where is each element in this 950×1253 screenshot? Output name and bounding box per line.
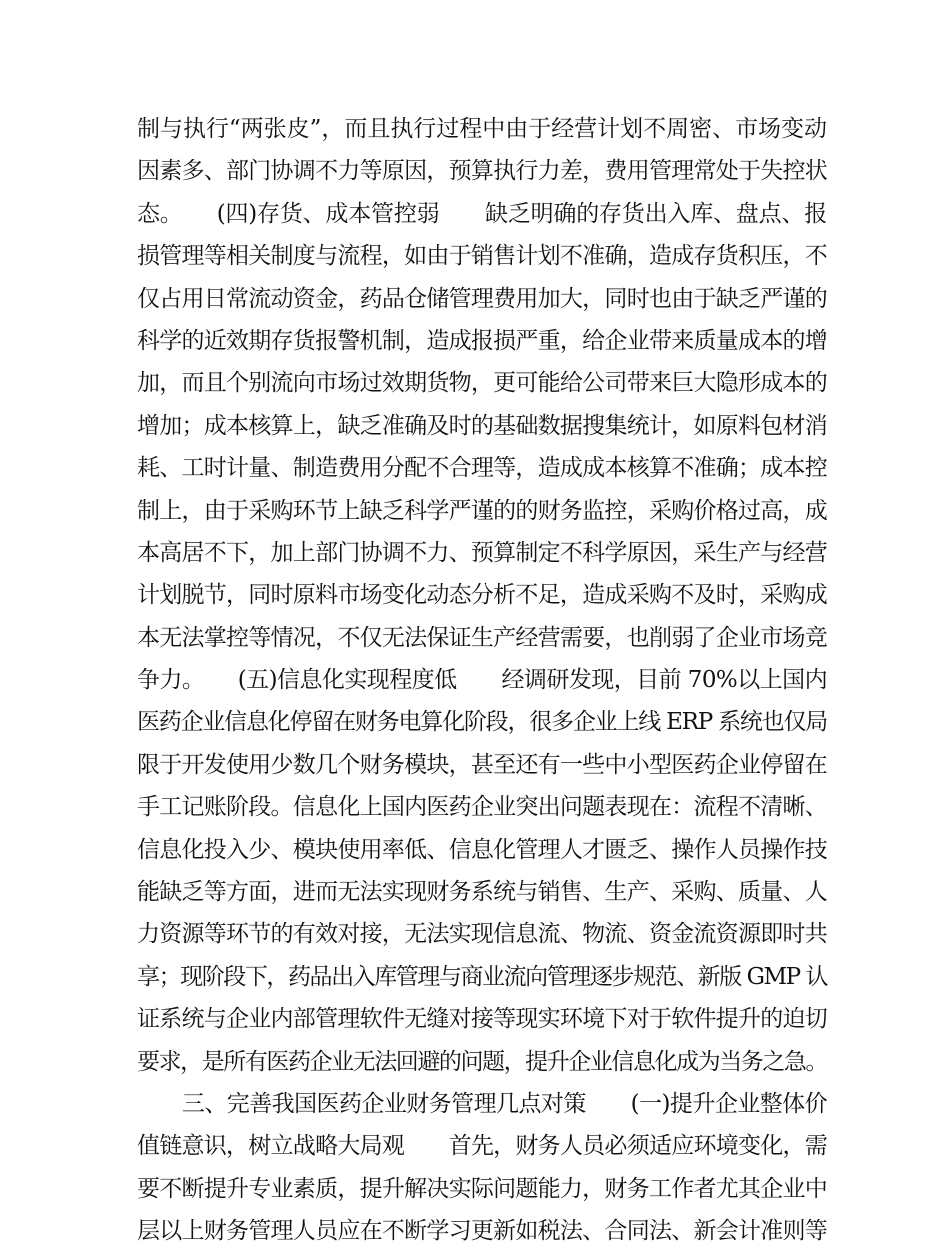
body-text [137, 108, 827, 1253]
text-line: 手工记账阶段。信息化上国内医药企业突出问题表现在：流程不清晰、 [137, 794, 827, 821]
text-line: 要不断提升专业素质，提升解决实际问题能力，财务工作者尤其企业中 [137, 1175, 827, 1202]
text-line: 加，而且个别流向市场过效期货物，更可能给公司带来巨大隐形成本的 [137, 370, 827, 397]
text-line: 制上，由于采购环节上缺乏科学严谨的的财务监控，采购价格过高，成 [137, 497, 827, 524]
text-line: 损管理等相关制度与流程，如由于销售计划不准确，造成存货积压，不 [137, 243, 827, 270]
text-line: 计划脱节，同时原料市场变化动态分析不足，造成采购不及时，采购成 [137, 582, 827, 609]
text-line: 值链意识，树立战略大局观 首先，财务人员必须适应环境变化，需 [137, 1133, 827, 1160]
text-line: 本高居不下，加上部门协调不力、预算制定不科学原因，采生产与经营 [137, 539, 827, 566]
text-line: 仅占用日常流动资金，药品仓储管理费用加大，同时也由于缺乏严谨的 [137, 285, 827, 312]
text-line: 争力。 (五)信息化实现程度低 经调研发现，目前 70%以上国内 [137, 667, 827, 694]
text-line: 本无法掌控等情况，不仅无法保证生产经营需要，也削弱了企业市场竞 [137, 624, 827, 651]
text-line: 增加；成本核算上，缺乏准确及时的基础数据搜集统计，如原料包材消 [137, 412, 827, 439]
text-line: 能缺乏等方面，进而无法实现财务系统与销售、生产、采购、质量、人 [137, 879, 827, 906]
text-line: 制与执行“两张皮”，而且执行过程中由于经营计划不周密、市场变动 [137, 116, 827, 142]
text-line: 三、完善我国医药企业财务管理几点对策 (一)提升企业整体价 [137, 1090, 827, 1117]
text-line: 力资源等环节的有效对接，无法实现信息流、物流、资金流资源即时共 [137, 921, 827, 948]
text-line: 耗、工时计量、制造费用分配不合理等，造成成本核算不准确；成本控 [137, 455, 827, 482]
text-line: 医药企业信息化停留在财务电算化阶段，很多企业上线 ERP 系统也仅局 [137, 709, 827, 736]
text-line: 科学的近效期存货报警机制，造成报损严重，给企业带来质量成本的增 [137, 327, 827, 354]
text-line: 证系统与企业内部管理软件无缝对接等现实环境下对于软件提升的迫切 [137, 1006, 827, 1033]
text-line: 信息化投入少、模块使用率低、信息化管理人才匮乏、操作人员操作技 [137, 836, 827, 863]
text-line: 态。 (四)存货、成本管控弱 缺乏明确的存货出入库、盘点、报 [137, 200, 827, 227]
text-line: 要求，是所有医药企业无法回避的问题，提升企业信息化成为当务之急。 [137, 1048, 827, 1075]
text-line: 享；现阶段下，药品出入库管理与商业流向管理逐步规范、新版 GMP 认 [137, 963, 827, 990]
text-line: 层以上财务管理人员应在不断学习更新如税法、合同法、新会计准则等 [137, 1218, 827, 1245]
text-line: 因素多、部门协调不力等原因，预算执行力差，费用管理常处于失控状 [137, 158, 827, 185]
text-line: 限于开发使用少数几个财务模块，甚至还有一些中小型医药企业停留在 [137, 751, 827, 778]
